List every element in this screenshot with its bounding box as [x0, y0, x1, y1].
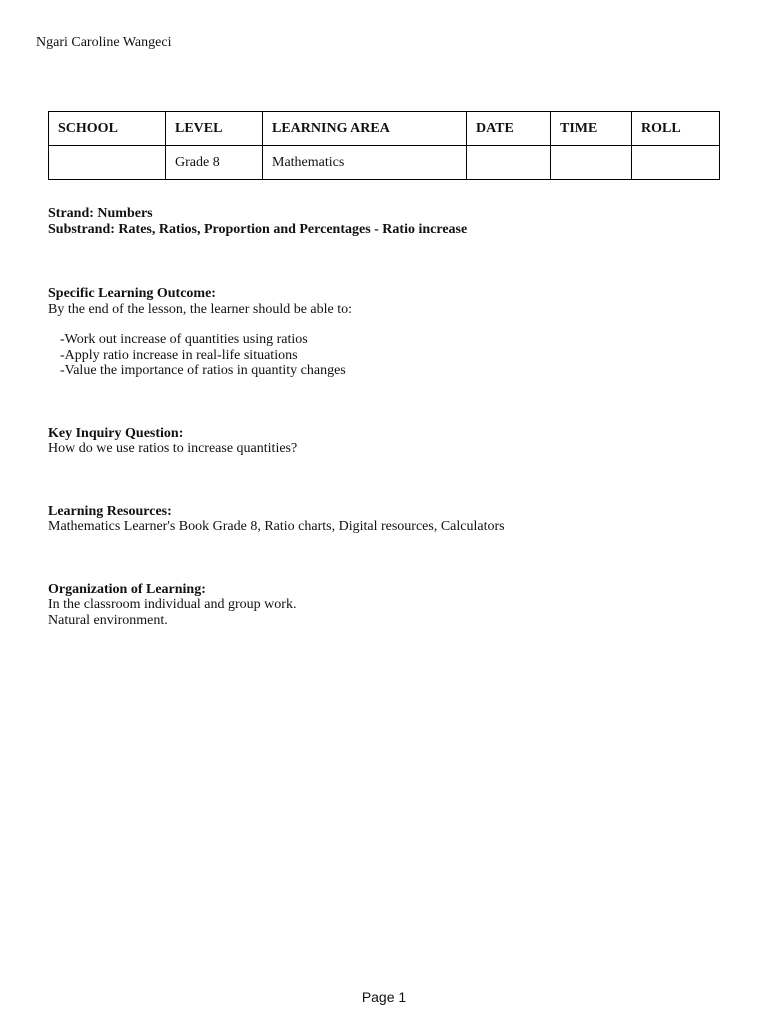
cell-learning-area: Mathematics [263, 146, 467, 180]
organization-line: In the classroom individual and group work. [48, 597, 297, 612]
inquiry-text: How do we use ratios to increase quantities? [48, 441, 298, 456]
strand-line: Strand: Numbers [48, 206, 153, 221]
outcome-section [48, 286, 728, 379]
table-row [49, 146, 720, 180]
lesson-sections [48, 206, 728, 628]
header-learning-area: LEARNING AREA [263, 112, 467, 146]
cell-time [551, 146, 632, 180]
list-item: -Value the importance of ratios in quantity changes [60, 363, 346, 378]
outcome-heading: Specific Learning Outcome: [48, 286, 216, 301]
organization-section [48, 582, 728, 629]
list-item: -Apply ratio increase in real-life situations [60, 347, 298, 363]
substrand-line: Substrand: Rates, Ratios, Proportion and Percentages - Ratio increase [48, 221, 468, 237]
lesson-info-table [48, 111, 720, 180]
resources-text: Mathematics Learner's Book Grade 8, Ratio charts, Digital resources, Calculators [48, 519, 505, 534]
resources-section [48, 504, 728, 535]
table-header-row [49, 112, 720, 146]
cell-school [49, 146, 166, 180]
organization-line: Natural environment. [48, 612, 168, 628]
header-date: DATE [467, 112, 551, 146]
cell-roll [632, 146, 720, 180]
inquiry-section [48, 426, 728, 457]
header-time: TIME [551, 112, 632, 146]
author-name: Ngari Caroline Wangeci [36, 35, 172, 50]
list-item: -Work out increase of quantities using ratios [60, 332, 308, 347]
cell-date [467, 146, 551, 180]
header-roll: ROLL [632, 112, 720, 146]
header-school: SCHOOL [49, 112, 166, 146]
resources-heading: Learning Resources: [48, 503, 172, 519]
outcome-list [48, 332, 728, 379]
cell-level: Grade 8 [166, 146, 263, 180]
outcome-intro: By the end of the lesson, the learner should be able to: [48, 301, 353, 317]
inquiry-heading: Key Inquiry Question: [48, 425, 184, 441]
organization-heading: Organization of Learning: [48, 581, 206, 597]
page-number: Page 1 [361, 989, 407, 1005]
header-level: LEVEL [166, 112, 263, 146]
